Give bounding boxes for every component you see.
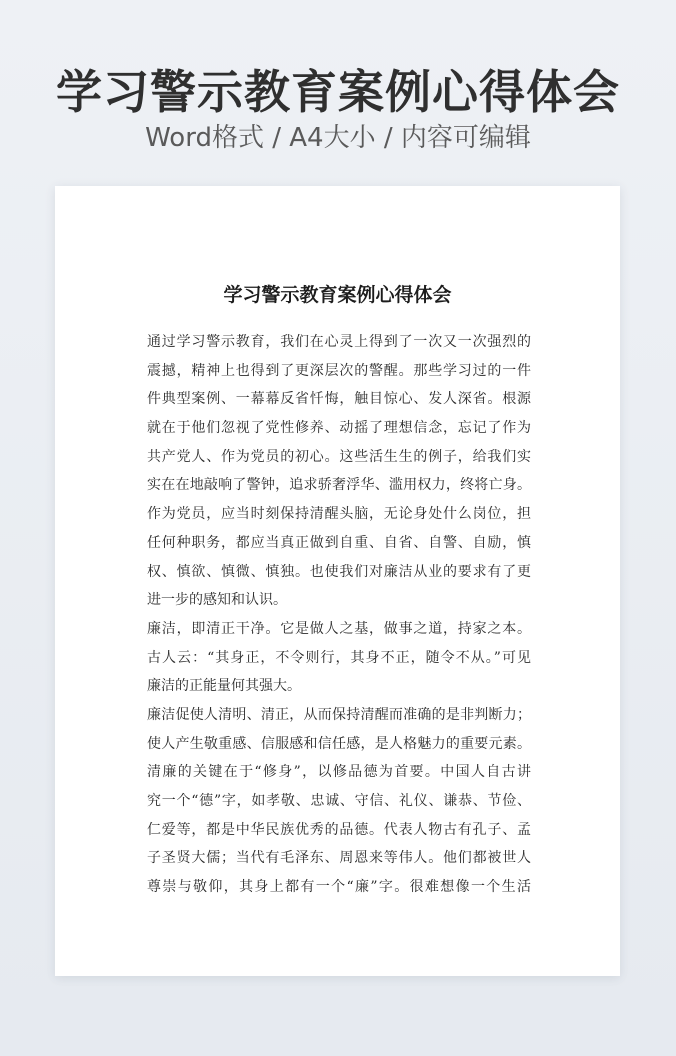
body-line: 任何种职务，都应当真正做到自重、自省、自警、自励，慎 <box>147 534 531 551</box>
body-line: 古人云：“其身正，不令则行，其身不正，随令不从。”可见 <box>147 649 531 666</box>
body-line: 权、慎欲、慎微、慎独。也使我们对廉洁从业的要求有了更 <box>147 563 531 580</box>
document-body <box>147 328 531 902</box>
page-title: 学习警示教育案例心得体会 <box>56 65 620 119</box>
body-line: 子圣贤大儒；当代有毛泽东、周恩来等伟人。他们都被世人 <box>147 850 531 867</box>
document-title: 学习警示教育案例心得体会 <box>223 284 452 306</box>
body-line: 廉洁的正能量何其强大。 <box>147 678 301 695</box>
body-line: 共产党人、作为党员的初心。这些活生生的例子，给我们实 <box>147 448 531 465</box>
document-page <box>55 186 620 976</box>
body-line: 震撼，精神上也得到了更深层次的警醒。那些学习过的一件 <box>147 362 531 379</box>
body-line: 进一步的感知和认识。 <box>147 592 287 609</box>
body-line: 就在于他们忽视了党性修养、动摇了理想信念，忘记了作为 <box>147 420 531 437</box>
body-line: 尊崇与敬仰，其身上都有一个“廉”字。很难想像一个生活 <box>147 879 531 896</box>
body-line: 清廉的关键在于“修身”，以修品德为首要。中国人自古讲 <box>147 764 531 781</box>
page-subtitle: Word格式 / A4大小 / 内容可编辑 <box>145 123 531 153</box>
body-line: 仁爱等，都是中华民族优秀的品德。代表人物古有孔子、孟 <box>147 821 531 838</box>
body-line: 究一个“德”字，如孝敬、忠诚、守信、礼仪、谦恭、节俭、 <box>147 793 531 809</box>
body-line: 作为党员，应当时刻保持清醒头脑，无论身处什么岗位，担 <box>147 506 531 523</box>
body-line: 通过学习警示教育，我们在心灵上得到了一次又一次强烈的 <box>147 334 531 350</box>
body-line: 廉洁，即清正干净。它是做人之基，做事之道，持家之本。 <box>147 620 531 637</box>
body-line: 使人产生敬重感、信服感和信任感，是人格魅力的重要元素。 <box>147 735 531 752</box>
body-line: 件典型案例、一幕幕反省忏悔，触目惊心、发人深省。根源 <box>147 391 531 408</box>
body-line: 廉洁促使人清明、清正，从而保持清醒而准确的是非判断力； <box>147 706 531 723</box>
body-line: 实在在地敲响了警钟，追求骄奢浮华、滥用权力，终将亡身。 <box>147 477 531 494</box>
